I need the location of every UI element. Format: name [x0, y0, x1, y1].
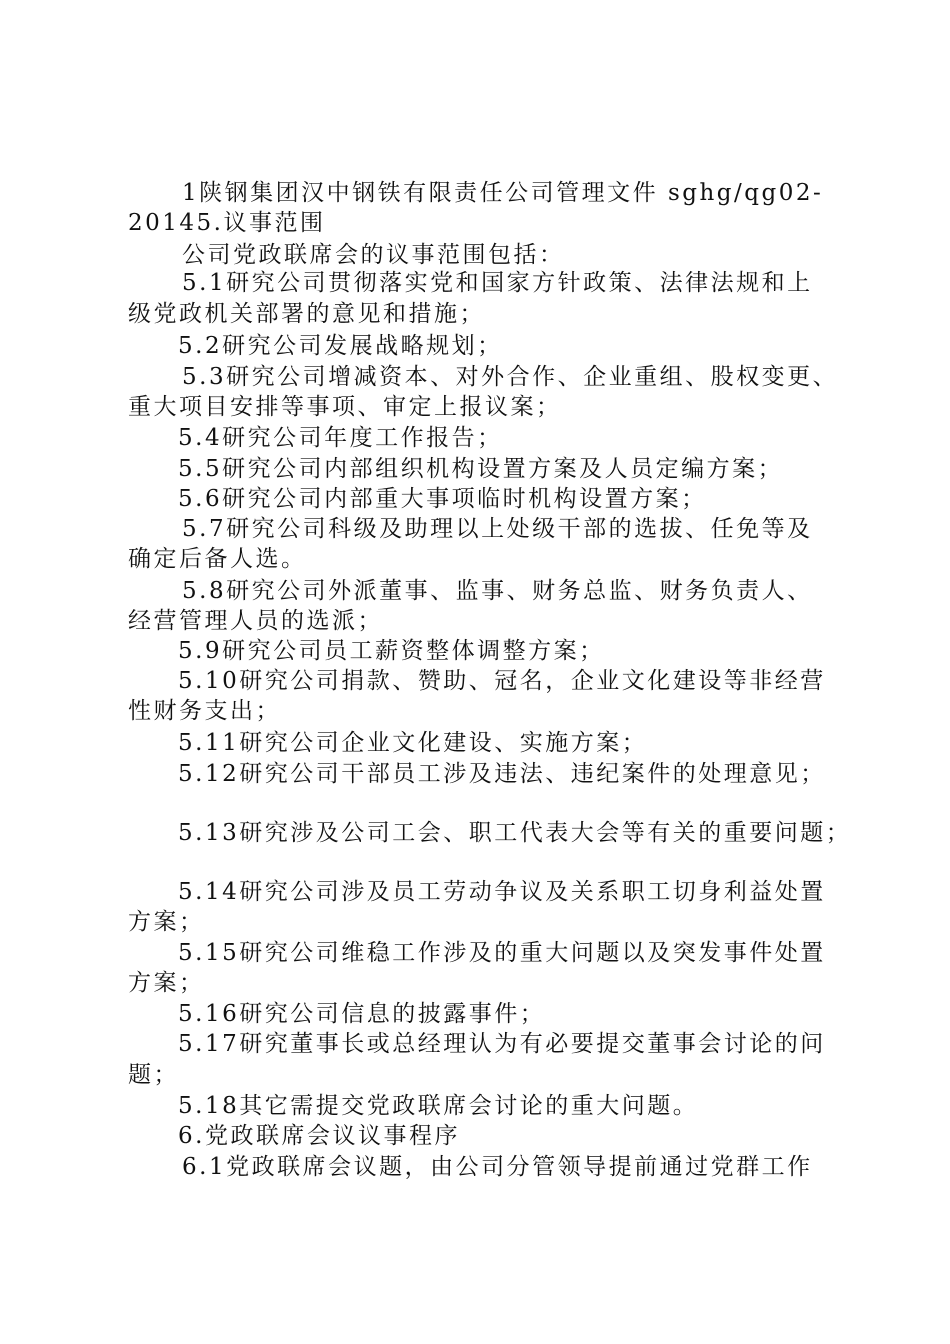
text-line: 5.17研究董事长或总经理认为有必要提交董事会讨论的问: [178, 1031, 826, 1057]
text-line: 方案；: [128, 970, 205, 996]
text-line: 6.1党政联席会议题，由公司分管领导提前通过党群工作: [182, 1154, 813, 1180]
text-line: 5.9研究公司员工薪资整体调整方案；: [178, 638, 605, 664]
text-line: 1陕钢集团汉中钢铁有限责任公司管理文件 sghg/qg02-: [182, 180, 824, 206]
text-line: 5.15研究公司维稳工作涉及的重大问题以及突发事件处置: [178, 940, 826, 966]
text-line: 6.党政联席会议议事程序: [178, 1123, 460, 1149]
text-line: 确定后备人选。: [128, 546, 307, 572]
text-line: 5.16研究公司信息的披露事件；: [178, 1001, 546, 1027]
text-line: 5.18其它需提交党政联席会讨论的重大问题。: [178, 1093, 699, 1119]
text-line: 5.4研究公司年度工作报告；: [178, 425, 503, 451]
text-line: 20145.议事范围: [128, 210, 326, 236]
text-line: 5.2研究公司发展战略规划；: [178, 333, 503, 359]
text-line: 5.11研究公司企业文化建设、实施方案；: [178, 730, 648, 756]
text-line: 重大项目安排等事项、审定上报议案；: [128, 394, 562, 420]
text-line: 5.3研究公司增减资本、对外合作、企业重组、股权变更、: [182, 364, 839, 390]
text-line: 5.14研究公司涉及员工劳动争议及关系职工切身利益处置: [178, 879, 826, 905]
text-line: 题；: [128, 1062, 179, 1088]
text-line: 经营管理人员的选派；: [128, 608, 383, 634]
text-line: 5.13研究涉及公司工会、职工代表大会等有关的重要问题；: [178, 820, 852, 846]
text-line: 5.8研究公司外派董事、监事、财务总监、财务负责人、: [182, 578, 813, 604]
text-line: 方案；: [128, 909, 205, 935]
text-line: 公司党政联席会的议事范围包括：: [182, 242, 565, 268]
text-line: 5.10研究公司捐款、赞助、冠名，企业文化建设等非经营: [178, 668, 826, 694]
text-line: 5.6研究公司内部重大事项临时机构设置方案；: [178, 486, 707, 512]
text-line: 级党政机关部署的意见和措施；: [128, 301, 485, 327]
text-line: 5.5研究公司内部组织机构设置方案及人员定编方案；: [178, 456, 784, 482]
text-line: 5.1研究公司贯彻落实党和国家方针政策、法律法规和上: [182, 270, 813, 296]
text-line: 性财务支出；: [128, 698, 281, 724]
text-line: 5.12研究公司干部员工涉及违法、违纪案件的处理意见；: [178, 761, 826, 787]
text-line: 5.7研究公司科级及助理以上处级干部的选拔、任免等及: [182, 516, 813, 542]
